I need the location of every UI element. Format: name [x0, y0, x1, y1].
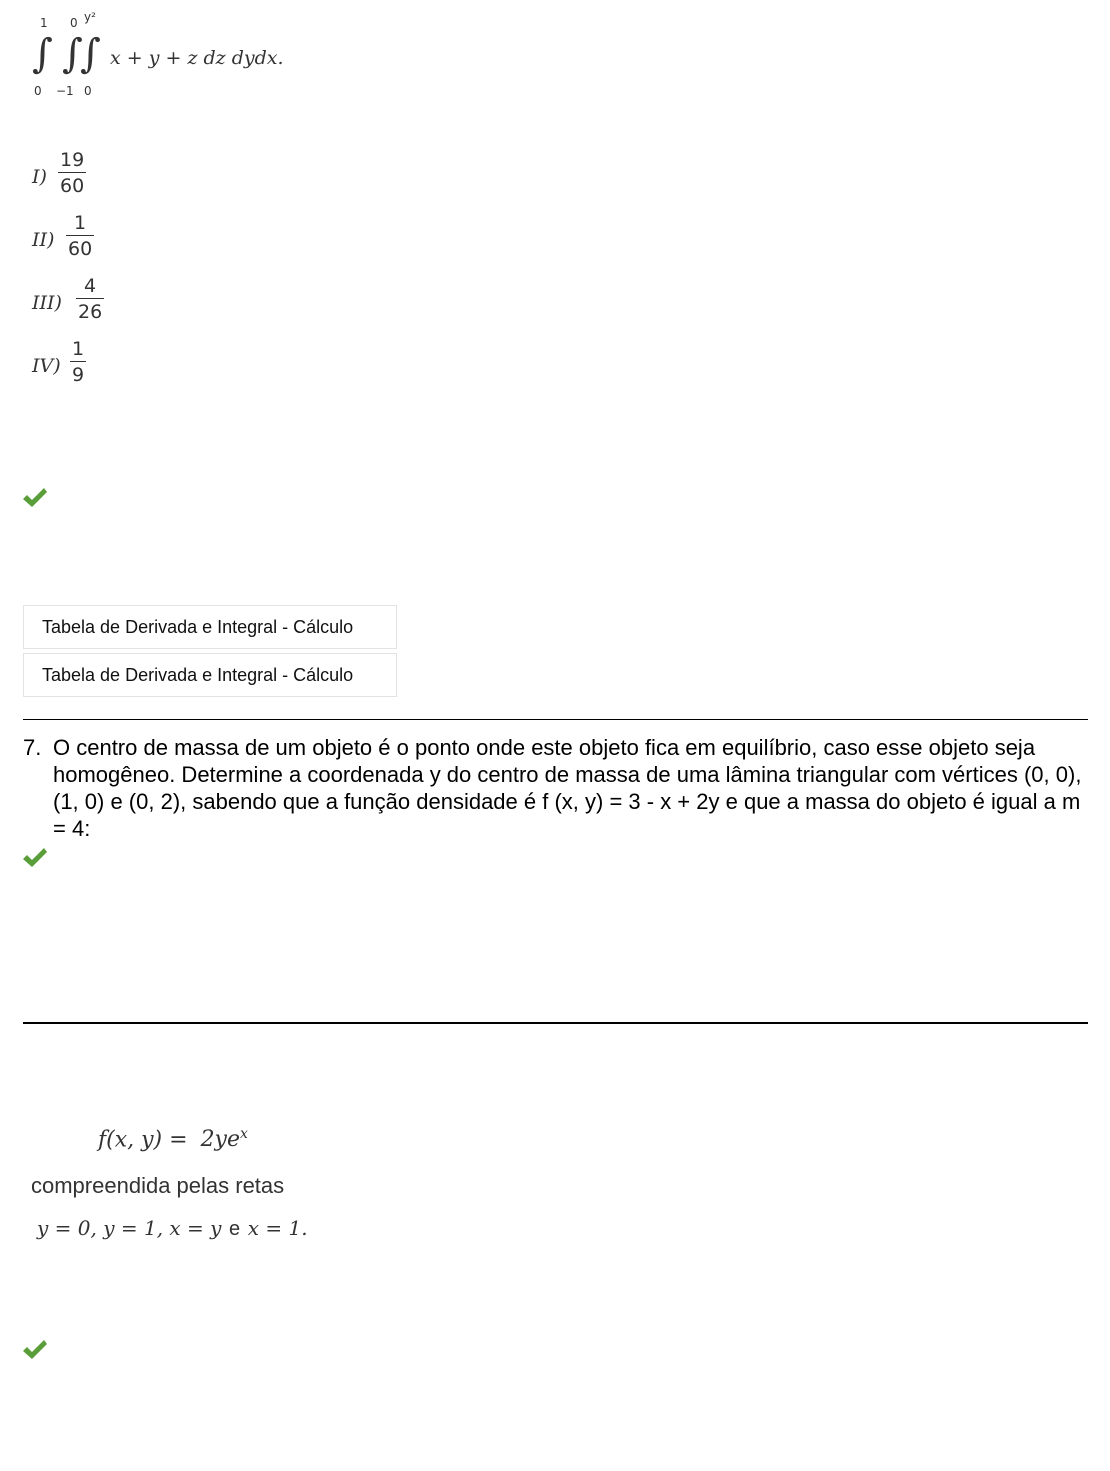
lines-part-1: y = 0, y = 1, x = y: [37, 1216, 222, 1240]
numerator: 19: [60, 149, 85, 171]
density-function: [98, 1126, 248, 1152]
outer-upper-limit: 1: [40, 16, 48, 30]
outer-integral-sign: ∫: [32, 31, 53, 77]
outer-lower-limit: 0: [34, 84, 42, 98]
derivative-table-link[interactable]: Tabela de Derivada e Integral - Cálculo: [23, 653, 397, 697]
bounding-lines: [37, 1216, 308, 1241]
checkmark-icon: [22, 1339, 48, 1361]
option-fraction: [66, 211, 94, 262]
option-fraction: [58, 148, 86, 199]
middle-lower-limit: −1: [56, 84, 74, 98]
checkmark-icon: [22, 487, 48, 509]
inner-upper-limit: y²: [84, 10, 96, 24]
question-number: 7.: [23, 735, 42, 760]
denominator: 9: [70, 361, 86, 388]
numerator: 1: [74, 212, 87, 234]
option-label: I): [32, 166, 47, 188]
numerator: 1: [72, 338, 85, 360]
checkmark-icon: [22, 847, 48, 869]
option-label: III): [32, 292, 62, 314]
lines-conjunction: e: [229, 1218, 241, 1240]
denominator: 60: [58, 172, 86, 199]
option-label: II): [32, 229, 55, 251]
inner-integral-sign: ∫: [80, 31, 101, 77]
inner-lower-limit: 0: [84, 84, 92, 98]
middle-integral-sign: ∫: [62, 31, 83, 77]
option-fraction: [76, 274, 104, 325]
denominator: 60: [66, 235, 94, 262]
divider: [23, 1022, 1088, 1024]
bounded-by-text: compreendida pelas retas: [31, 1173, 285, 1198]
derivative-table-link[interactable]: Tabela de Derivada e Integral - Cálculo: [23, 605, 397, 649]
question-text: O centro de massa de um objeto é o ponto onde este objeto fica em equilíbrio, caso esse objeto seja homogêneo. Determine a coordenada y do centro de massa de uma lâmina triangular com vértices (0, 0), (1, 0) e (0, 2), sabendo que a função densidade é f (x, y) = 3 - x + 2y e que a massa do objeto é igual a m = 4:: [53, 735, 1082, 841]
function-rhs: 2ye: [200, 1127, 241, 1153]
function-lhs: f(x, y) =: [98, 1127, 195, 1153]
denominator: 26: [76, 298, 104, 325]
lines-part-2: x = 1.: [247, 1216, 308, 1240]
divider: [23, 719, 1088, 720]
option-fraction: [70, 337, 86, 388]
integrand: x + y + z dz dydx.: [110, 47, 284, 69]
function-exponent: x: [240, 1126, 248, 1142]
triple-integral: [30, 10, 330, 100]
option-label: IV): [32, 355, 61, 377]
numerator: 4: [84, 275, 97, 297]
middle-upper-limit: 0: [70, 16, 78, 30]
